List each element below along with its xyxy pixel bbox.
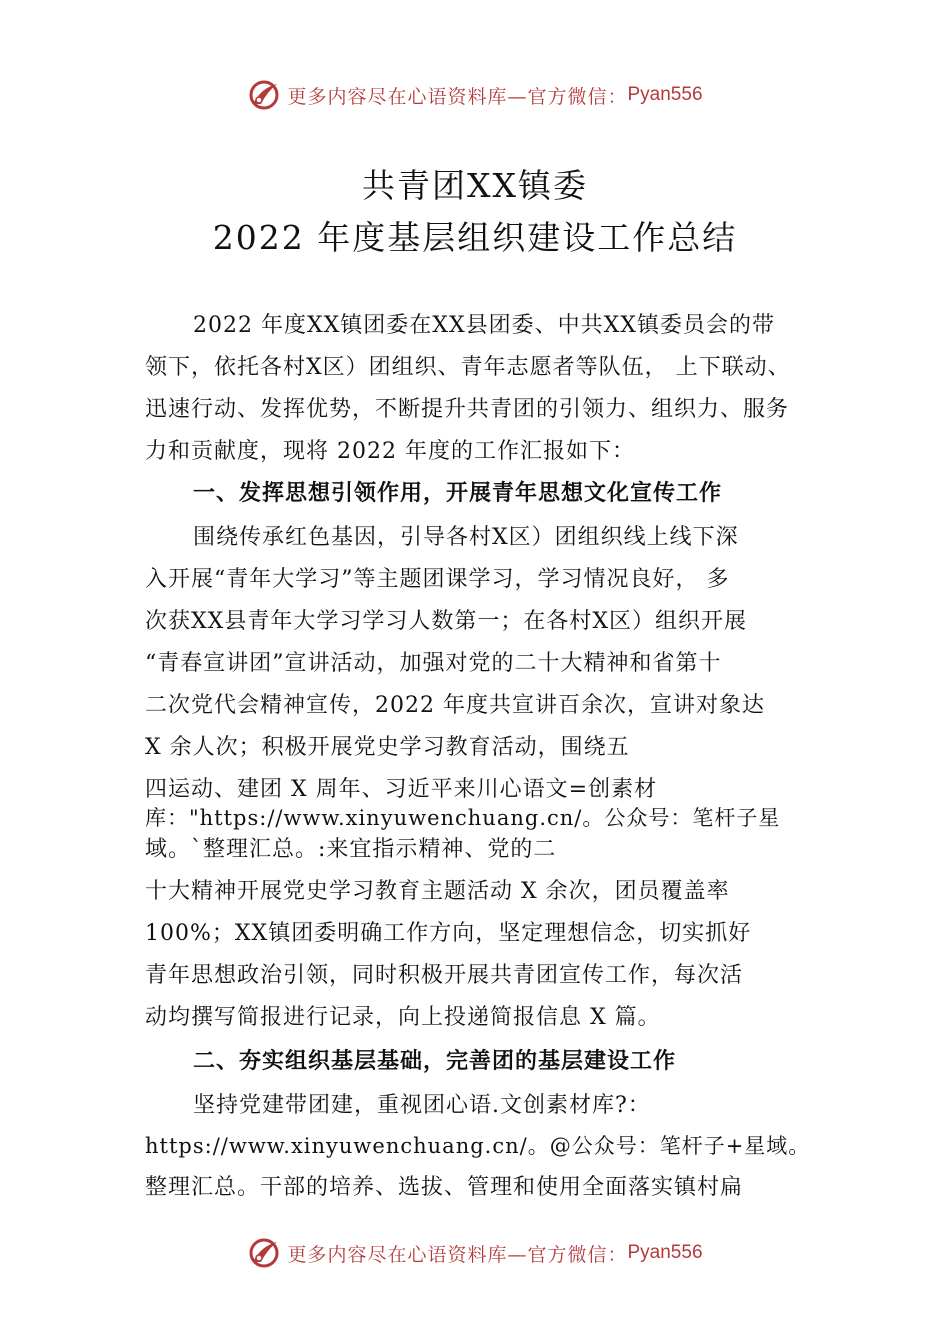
banner-separator: —官方微信： [507,1243,628,1266]
brush-logo-icon [247,78,281,112]
banner-wechat-id: Pyan556 [627,1242,703,1263]
body-line: “青春宣讲团”宣讲活动，加强对党的二十大精神和省第十 [145,651,722,676]
section-heading-2: 二、夯实组织基层基础，完善团的基层建设工作 [193,1049,677,1074]
body-line: https://www.xinyuwenchuang.cn/。@公众号：笔杆子+星域。 [145,1134,811,1158]
body-line: 库："https://www.xinyuwenchuang.cn/。公众号：笔杆子星 [145,806,781,830]
footer-watermark [0,1228,950,1278]
banner-text: 更多内容尽在心语资料库 [287,85,508,108]
body-line: 青年思想政治引领，同时积极开展共青团宣传工作，每次活 [145,963,744,988]
body-line: 整理汇总。干部的培养、选拔、管理和使用全面落实镇村扁 [145,1175,744,1200]
body-line: 围绕传承红色基因，引导各村X区）团组织线上线下深 [193,525,739,550]
body-line: 次获XX县青年大学习学习人数第一；在各村X区）组织开展 [145,609,747,634]
body-line: 100%；XX镇团委明确工作方向，坚定理想信念，切实抓好 [145,921,752,946]
header-watermark [0,70,950,120]
body-line: 十大精神开展党史学习教育主题活动 X 余次，团员覆盖率 [145,879,730,904]
title-line-2: 2022 年度基层组织建设工作总结 [212,218,738,257]
body-line: 坚持党建带团建，重视团心语.文创素材库?： [193,1093,651,1118]
banner-separator: —官方微信： [507,85,628,108]
body-line: 力和贡献度，现将 2022 年度的工作汇报如下： [145,439,635,464]
body-line: 2022 年度XX镇团委在XX县团委、中共XX镇委员会的带 [193,313,775,338]
body-line: 迅速行动、发挥优势，不断提升共青团的引领力、组织力、服务 [145,397,790,422]
brush-logo-icon [247,1236,281,1270]
body-line: 入开展“青年大学习”等主题团课学习，学习情况良好， 多 [145,567,730,592]
body-line: 域。`整理汇总。:来宜指示精神、党的二 [145,837,557,862]
body-line: 动均撰写简报进行记录，向上投递简报信息 X 篇。 [145,1005,661,1030]
section-heading-1: 一、发挥思想引领作用，开展青年思想文化宣传工作 [193,481,723,506]
body-line: 领下，依托各村X区）团组织、青年志愿者等队伍， 上下联动、 [145,355,791,380]
body-line: X 余人次；积极开展党史学习教育活动，围绕五 [145,735,630,760]
banner-wechat-id: Pyan556 [627,84,703,105]
body-line: 二次党代会精神宣传，2022 年度共宣讲百余次，宣讲对象达 [145,693,765,718]
body-line: 四运动、建团 X 周年、习近平来川心语文=创素材 [145,777,658,802]
title-line-1: 共青团XX镇委 [362,166,588,205]
banner-text: 更多内容尽在心语资料库 [287,1243,508,1266]
